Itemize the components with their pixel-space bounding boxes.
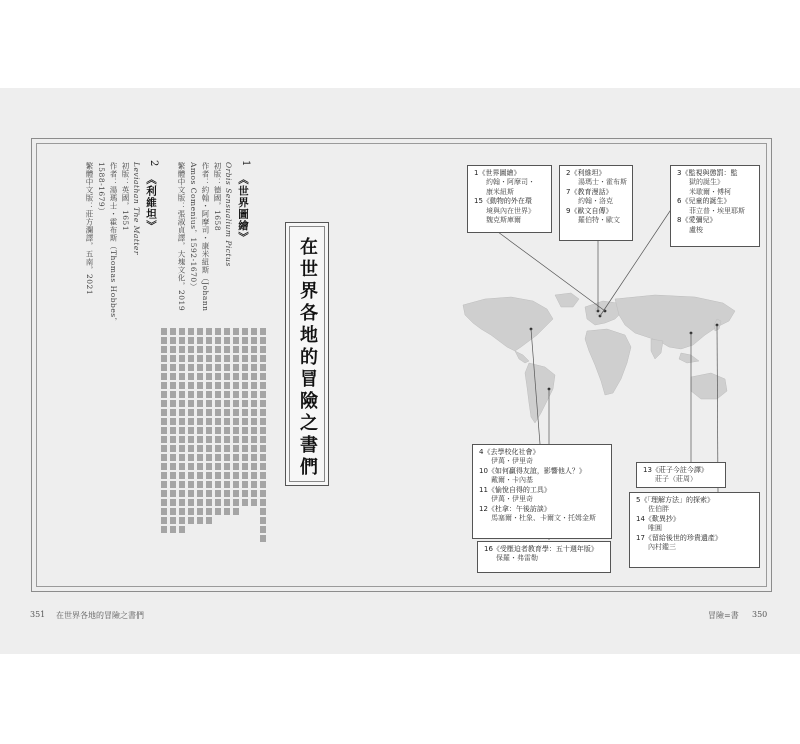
callout-2-entry-author: 約翰・洛克 <box>578 197 613 206</box>
left-page-number: 351 <box>30 610 46 619</box>
right-running-title: 冒險=書 <box>708 611 739 620</box>
callout-4-entry-author: 伊萬・伊里奇 <box>491 495 533 504</box>
callout-6-entry-author: 莊子（莊周） <box>655 475 697 484</box>
book-2-line: 繁體中文版：莊方瀾譯，五南，2021 <box>85 162 94 296</box>
callout-2 <box>559 165 633 241</box>
callout-5-entry-author: 保羅・弗雷勒 <box>496 554 538 563</box>
callout-2-entry-author: 羅伯特・歐文 <box>578 216 620 225</box>
right-page-number: 350 <box>752 610 768 619</box>
callout-4-entry-title: 4《去學校化社會》 <box>479 448 540 456</box>
callout-3-entry-author: 獄的誕生》 <box>689 178 724 187</box>
callout-6 <box>636 462 726 488</box>
callout-3-entry-author: 盧梭 <box>689 225 703 234</box>
callout-7-entry-author: 內村鑑三 <box>648 543 676 552</box>
book-1-line: 繁體中文版：張淑貞譯，大塊文化，2019 <box>177 162 186 312</box>
callout-3-entry-author: 菲立普・埃里耶斯 <box>689 206 745 215</box>
book-2-line: 作者：湯瑪士・霍布斯（Thomas Hobbes， <box>109 162 118 326</box>
callout-7-entry-author: 唯圓 <box>648 524 662 533</box>
callout-2-entry-title: 2《利維坦》 <box>566 169 606 177</box>
chapter-title: 在世界各地的冒險之書們 <box>297 237 318 479</box>
callout-1-entry-author: 約翰・阿摩司・ <box>486 178 535 187</box>
callout-3-entry-author: 米歇爾・傅柯 <box>689 187 731 196</box>
callout-2-entry-title: 9《歐文自傳》 <box>566 206 613 215</box>
callout-5-entry-title: 16《受壓迫者教育學：五十週年版》 <box>484 545 598 553</box>
callout-3-entry-title: 8《愛彌兒》 <box>677 216 717 225</box>
callout-4-entry-author: 戴爾・卡內基 <box>491 476 533 485</box>
callout-1 <box>467 165 552 233</box>
callout-7-entry-title: 5《「理解方法」的探索》 <box>636 496 714 504</box>
callout-4 <box>472 444 612 539</box>
book-1-line: 作者：約翰・阿摩司・康米紐斯（Johann <box>201 162 210 312</box>
callout-6-entry-title: 13《莊子今註今譯》 <box>643 466 708 474</box>
callout-1-entry-author: 境與內在世界》 <box>486 206 535 215</box>
book-2-line: 1588-1679） <box>97 162 106 216</box>
callout-7-entry-author: 佐伯胖 <box>648 505 669 514</box>
book-1-original-title: Orbis Sensualium Pictus <box>224 162 233 267</box>
callout-1-entry-title: 1《世界圖繪》 <box>474 169 521 177</box>
book-1-line: Amos Comenius，1592-1670） <box>189 162 198 291</box>
callout-4-entry-title: 10《如何贏得友誼，影響他人？》 <box>479 466 586 475</box>
callout-4-entry-title: 12《杜拿：午後訪談》 <box>479 504 551 513</box>
book-1-title: 《世界圖繪》 <box>237 174 249 243</box>
book-2-number: 2 <box>148 160 159 167</box>
callout-4-entry-title: 11《愉悅自得的工具》 <box>479 485 551 494</box>
book-1-line: 初版：德國，1658 <box>213 162 222 232</box>
book-2-line: 初版：英國，1651 <box>121 162 130 232</box>
callout-2-entry-title: 7《教育漫話》 <box>566 187 613 196</box>
callout-7-entry-title: 14《歎異抄》 <box>636 514 680 523</box>
book-2-title: 《利維坦》 <box>145 174 157 232</box>
left-running-title: 在世界各地的冒險之書們 <box>56 611 144 620</box>
callout-2-entry-author: 湯瑪士・霍布斯 <box>578 178 627 187</box>
callout-4-entry-author: 伊萬・伊里奇 <box>491 457 533 466</box>
callout-7 <box>629 492 760 568</box>
book-2-original-title: Leviathan The Matter <box>132 162 141 255</box>
callout-1-entry-author: 康米紐斯 <box>486 187 514 196</box>
callout-3-entry-title: 6《兒童的誕生》 <box>677 197 731 206</box>
callout-3-entry-title: 3《監視與懲罰：監 <box>677 169 738 177</box>
book-1-number: 1 <box>240 160 251 167</box>
leader-c4 <box>531 329 540 444</box>
callout-7-entry-title: 17《留給後世的珍貴遺產》 <box>636 533 722 542</box>
leader-c1 <box>498 232 605 311</box>
callout-5 <box>477 541 611 573</box>
callout-3 <box>670 165 760 247</box>
callout-4-entry-author: 馬塞爾・杜象、卡爾文・托姆金斯 <box>491 514 596 523</box>
callout-1-entry-title: 15《動物的外在環 <box>474 197 532 206</box>
callout-1-entry-author: 魏克斯庫爾 <box>486 216 521 225</box>
